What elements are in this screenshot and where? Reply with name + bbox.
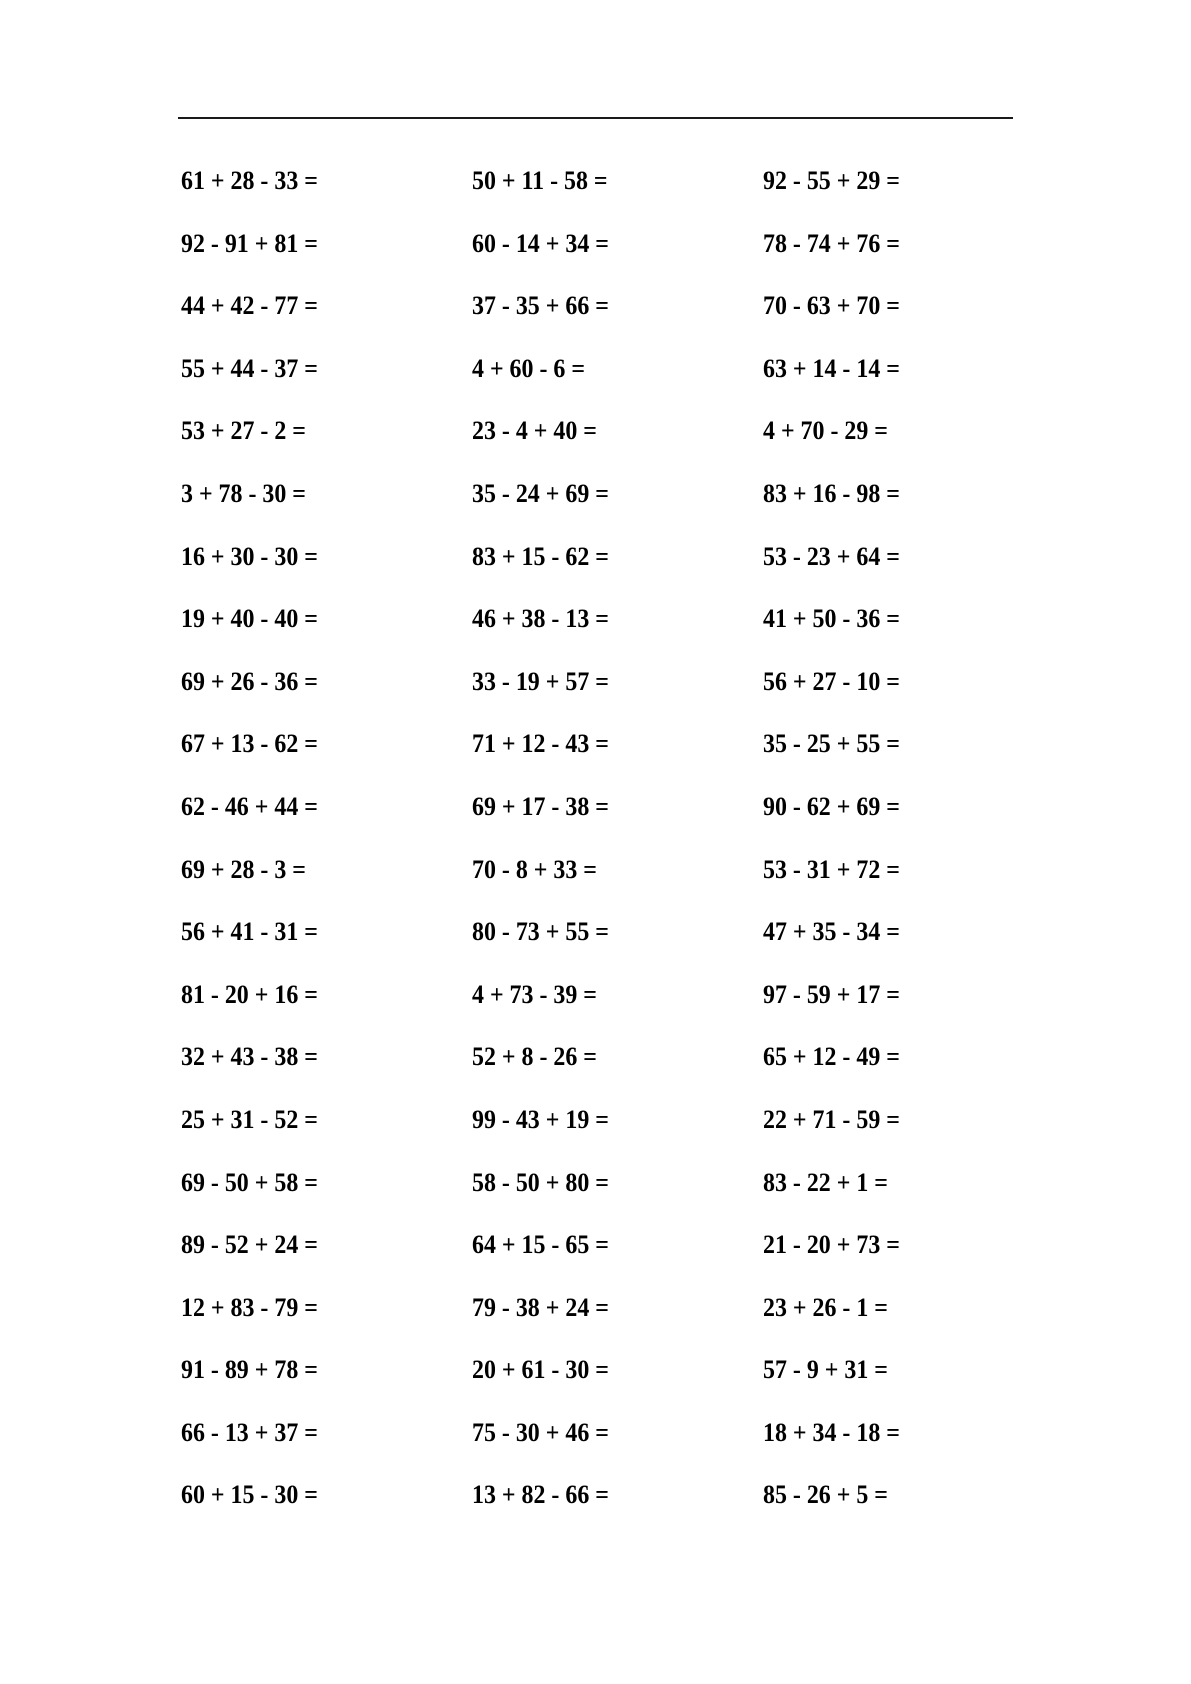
math-problem: 60 + 15 - 30 =	[181, 1480, 318, 1510]
math-problem: 44 + 42 - 77 =	[181, 291, 318, 321]
math-problem: 58 - 50 + 80 =	[472, 1167, 609, 1197]
math-problem: 63 + 14 - 14 =	[763, 353, 900, 383]
math-problem: 56 + 27 - 10 =	[763, 666, 900, 696]
math-problem: 85 - 26 + 5 =	[763, 1480, 888, 1510]
problem-grid	[181, 164, 1054, 1541]
math-problem: 97 - 59 + 17 =	[763, 979, 900, 1009]
math-problem: 3 + 78 - 30 =	[181, 478, 306, 508]
math-problem: 4 + 73 - 39 =	[472, 979, 597, 1009]
math-problem: 65 + 12 - 49 =	[763, 1042, 900, 1072]
math-problem: 47 + 35 - 34 =	[763, 917, 900, 947]
math-problem: 52 + 8 - 26 =	[472, 1042, 597, 1072]
math-problem: 35 - 24 + 69 =	[472, 478, 609, 508]
math-problem: 19 + 40 - 40 =	[181, 604, 318, 634]
math-problem: 78 - 74 + 76 =	[763, 228, 900, 258]
math-problem: 92 - 91 + 81 =	[181, 228, 318, 258]
math-problem: 50 + 11 - 58 =	[472, 166, 608, 195]
math-problem: 99 - 43 + 19 =	[472, 1104, 609, 1134]
math-problem: 69 + 28 - 3 =	[181, 854, 306, 884]
math-problem: 57 - 9 + 31 =	[763, 1355, 888, 1385]
math-problem: 21 - 20 + 73 =	[763, 1230, 900, 1260]
math-problem: 41 + 50 - 36 =	[763, 604, 900, 634]
math-problem: 89 - 52 + 24 =	[181, 1230, 318, 1260]
math-problem: 92 - 55 + 29 =	[763, 166, 900, 195]
math-problem: 66 - 13 + 37 =	[181, 1417, 318, 1447]
header-rule	[178, 117, 1013, 119]
math-problem: 4 + 70 - 29 =	[763, 416, 888, 446]
math-problem: 23 - 4 + 40 =	[472, 416, 597, 446]
math-problem: 80 - 73 + 55 =	[472, 917, 609, 947]
math-problem: 53 - 23 + 64 =	[763, 541, 900, 571]
math-problem: 69 - 50 + 58 =	[181, 1167, 318, 1197]
math-problem: 81 - 20 + 16 =	[181, 979, 318, 1009]
math-problem: 20 + 61 - 30 =	[472, 1355, 609, 1385]
math-problem: 53 - 31 + 72 =	[763, 854, 900, 884]
math-problem: 13 + 82 - 66 =	[472, 1480, 609, 1510]
math-problem: 62 - 46 + 44 =	[181, 791, 318, 821]
math-problem: 33 - 19 + 57 =	[472, 666, 609, 696]
math-problem: 53 + 27 - 2 =	[181, 416, 306, 446]
math-problem: 75 - 30 + 46 =	[472, 1417, 609, 1447]
math-problem: 16 + 30 - 30 =	[181, 541, 318, 571]
math-problem: 55 + 44 - 37 =	[181, 353, 318, 383]
math-problem: 79 - 38 + 24 =	[472, 1292, 609, 1322]
math-problem: 69 + 17 - 38 =	[472, 791, 609, 821]
math-problem: 18 + 34 - 18 =	[763, 1417, 900, 1447]
math-problem: 83 + 16 - 98 =	[763, 478, 900, 508]
math-problem: 23 + 26 - 1 =	[763, 1292, 888, 1322]
math-problem: 70 - 63 + 70 =	[763, 291, 900, 321]
math-problem: 71 + 12 - 43 =	[472, 729, 609, 759]
math-problem: 12 + 83 - 79 =	[181, 1292, 318, 1322]
math-problem: 32 + 43 - 38 =	[181, 1042, 318, 1072]
math-problem: 91 - 89 + 78 =	[181, 1355, 318, 1385]
math-problem: 67 + 13 - 62 =	[181, 729, 318, 759]
math-problem: 61 + 28 - 33 =	[181, 166, 318, 195]
math-problem: 37 - 35 + 66 =	[472, 291, 609, 321]
math-problem: 22 + 71 - 59 =	[763, 1104, 900, 1134]
math-problem: 69 + 26 - 36 =	[181, 666, 318, 696]
math-problem: 60 - 14 + 34 =	[472, 228, 609, 258]
math-problem: 4 + 60 - 6 =	[472, 353, 585, 383]
math-problem: 35 - 25 + 55 =	[763, 729, 900, 759]
math-problem: 83 - 22 + 1 =	[763, 1167, 888, 1197]
math-problem: 46 + 38 - 13 =	[472, 604, 609, 634]
math-problem: 90 - 62 + 69 =	[763, 791, 900, 821]
math-problem: 64 + 15 - 65 =	[472, 1230, 609, 1260]
math-problem: 25 + 31 - 52 =	[181, 1104, 318, 1134]
math-problem: 56 + 41 - 31 =	[181, 917, 318, 947]
math-problem: 70 - 8 + 33 =	[472, 854, 597, 884]
math-problem: 83 + 15 - 62 =	[472, 541, 609, 571]
